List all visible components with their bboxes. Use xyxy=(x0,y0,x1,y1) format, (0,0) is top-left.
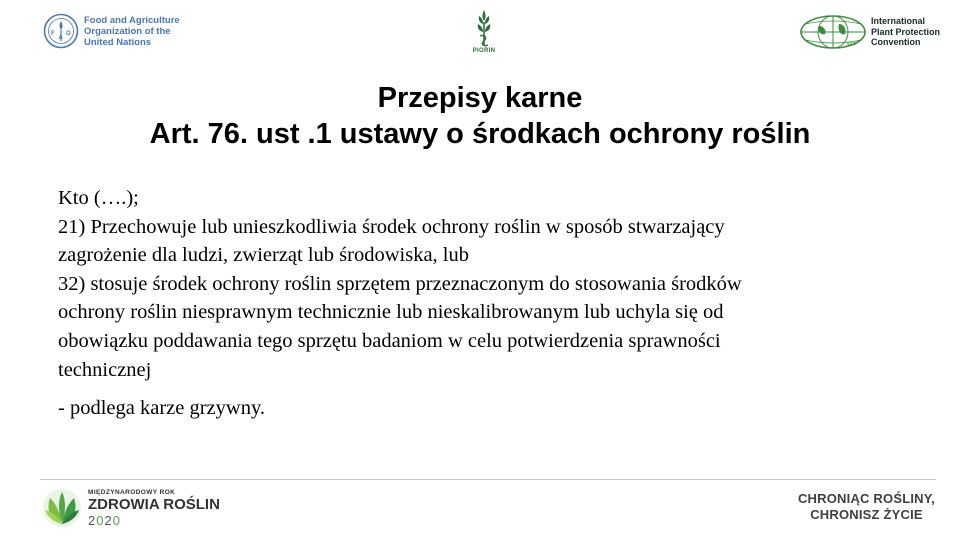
body-line-6: obowiązku poddawania tego sprzętu badaniom w celu potwierdzenia sprawności xyxy=(58,329,721,352)
slide-subtitle: Art. 76. ust .1 ustawy o środkach ochrony roślin xyxy=(149,118,811,150)
body-line-5: ochrony roślin niesprawnym technicznie lub nieskalibrowanym lub uchyla się od xyxy=(58,301,724,324)
piorin-wheat-icon xyxy=(471,6,497,50)
svg-text:A: A xyxy=(58,35,63,41)
svg-text:F: F xyxy=(51,31,55,37)
body-line-2: 21) Przechowuje lub unieszkodliwia środek ochrony roślin w sposób stwarzający xyxy=(58,215,725,238)
ippc-logo xyxy=(799,14,940,50)
iph-year-digit-4: 0 xyxy=(112,512,121,528)
svg-text:O: O xyxy=(66,31,71,37)
body-line-4: 32) stosuje środek ochrony roślin sprzętem przeznaczonym do stosowania środków xyxy=(58,272,742,295)
slide-title: Przepisy karne xyxy=(377,82,583,114)
ippc-line-2: Plant Protection xyxy=(871,26,941,37)
fao-logo xyxy=(43,13,180,49)
ippc-globe-icon xyxy=(799,14,867,50)
iph-small-label: MIĘDZYNARODOWY ROK xyxy=(88,488,176,496)
iph-year-digit-1: 2 xyxy=(88,512,97,528)
ippc-line-3: Convention xyxy=(871,37,921,48)
body-closing: - podlega karze grzywny. xyxy=(58,397,265,420)
fao-emblem-icon xyxy=(43,13,79,49)
footer-slogan xyxy=(798,491,935,523)
iph-year-digit-2: 0 xyxy=(96,512,105,528)
footer-divider xyxy=(40,479,936,480)
slogan-line-2: CHRONISZ ŻYCIE xyxy=(810,507,923,522)
body-line-7: technicznej xyxy=(58,358,152,381)
iph-year xyxy=(88,513,220,528)
ippc-name xyxy=(871,16,940,48)
iph-year-digit-3: 2 xyxy=(104,512,113,528)
slide-body xyxy=(58,184,908,423)
fao-line-1: Food and Agriculture xyxy=(84,14,180,26)
fao-name xyxy=(84,15,180,48)
iph-big-label: ZDROWIA ROŚLIN xyxy=(88,495,220,513)
svg-text:ippc: ippc xyxy=(847,41,857,47)
body-line-1: Kto (….); xyxy=(58,187,139,209)
fao-line-3: United Nations xyxy=(84,36,152,48)
iph-text xyxy=(88,489,220,528)
iph-logo xyxy=(42,488,220,528)
fao-line-2: Organization of the xyxy=(84,25,171,37)
piorin-logo xyxy=(469,6,499,54)
body-line-3: zagrożenie dla ludzi, zwierząt lub środowiska, lub xyxy=(58,244,469,267)
iph-plant-icon xyxy=(42,488,82,528)
piorin-label: PIORIN xyxy=(472,48,496,54)
ippc-line-1: International xyxy=(871,16,926,27)
slogan-line-1: CHRONIĄC ROŚLINY, xyxy=(797,491,935,506)
